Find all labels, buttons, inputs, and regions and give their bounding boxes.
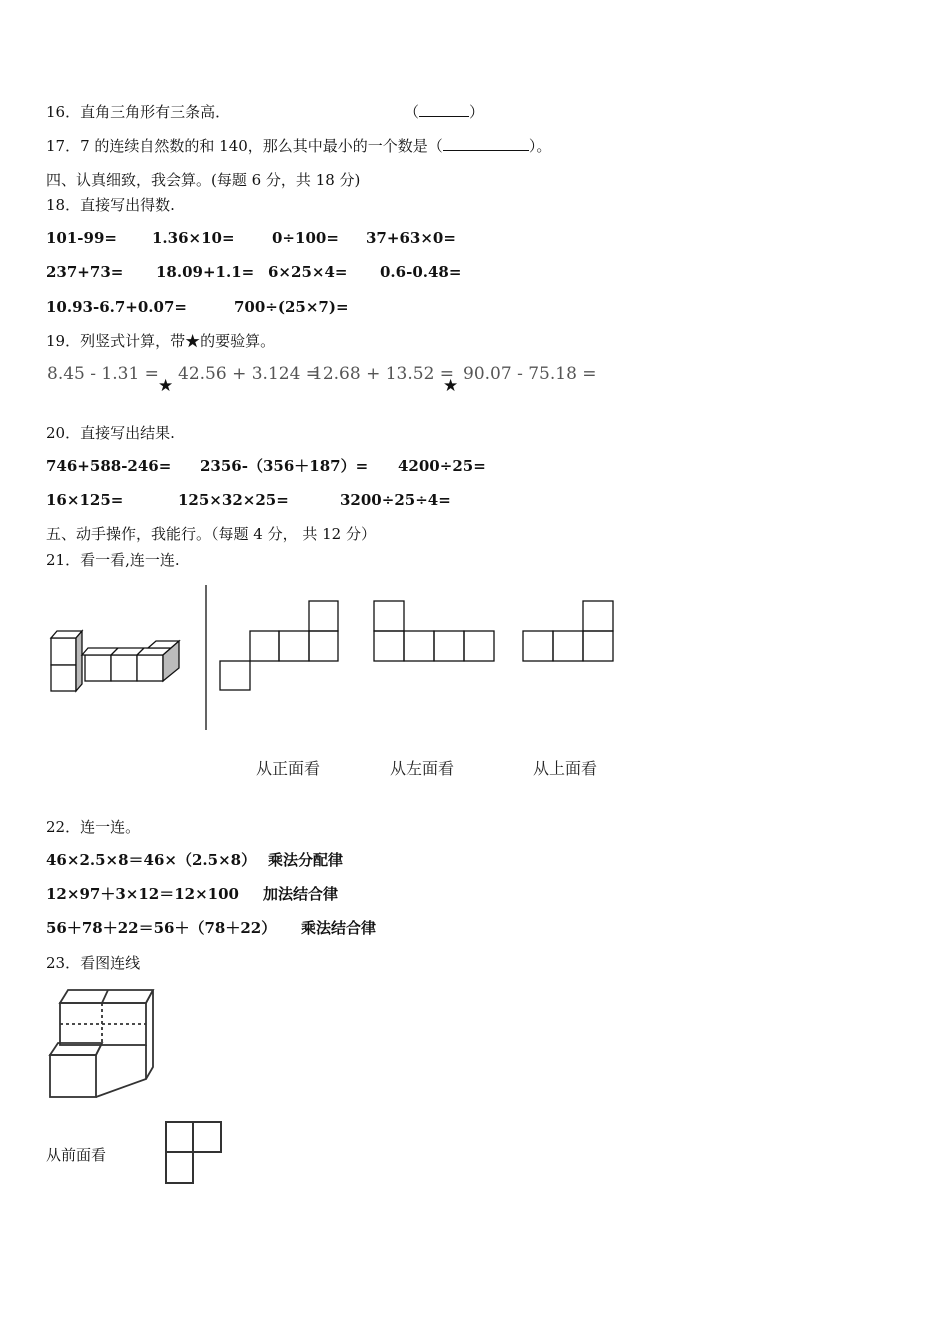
q23-title: 23．看图连线: [46, 954, 141, 972]
q19-item: 90.07 - 75.18 =: [463, 364, 597, 384]
section5-title: 五、动手操作，我能行。（每题 4 分， 共 12 分）: [46, 525, 376, 543]
q22-equation: 56＋78＋22＝56＋（78＋22）: [46, 919, 277, 937]
q22-equation: 12×97＋3×12＝12×100: [46, 885, 239, 903]
q16-paren-close: ）: [469, 103, 485, 121]
q17-blank[interactable]: [443, 136, 529, 151]
q17-text: 17．7 的连续自然数的和 140，那么其中最小的一个数是（: [46, 137, 443, 155]
q22-law: 加法结合律: [263, 885, 339, 903]
view-figure-2: [372, 598, 497, 663]
cube-figure: [48, 628, 188, 698]
q18-item: 6×25×4=: [268, 263, 348, 281]
q19-item: 8.45 - 1.31 =: [47, 364, 159, 384]
q18-item: 10.93-6.7+0.07=: [46, 298, 187, 316]
q18-item: 237+73=: [46, 263, 124, 281]
q22-law: 乘法分配律: [268, 851, 344, 869]
q16-paren-open: （: [404, 103, 420, 121]
q18-item: 700÷(25×7)=: [234, 298, 349, 316]
q16-text: 16．直角三角形有三条高．: [46, 103, 231, 121]
view-label-front: 从正面看: [256, 759, 321, 778]
q16-blank[interactable]: [419, 102, 469, 117]
section4-title: 四、认真细致，我会算。(每题 6 分，共 18 分): [46, 171, 361, 189]
q23-cube-figure: [46, 987, 156, 1102]
q20-title: 20．直接写出结果.: [46, 424, 175, 442]
q21-title: 21．看一看,连一连.: [46, 551, 180, 569]
q22-equation: 46×2.5×8＝46×（2.5×8）: [46, 851, 257, 869]
q23-front-view: [163, 1120, 225, 1186]
q22-title: 22．连一连。: [46, 818, 141, 836]
view-figure-1: [218, 598, 343, 693]
q18-item: 37+63×0=: [366, 229, 456, 247]
q23-label: 从前面看: [46, 1146, 107, 1164]
q20-item: 16×125=: [46, 491, 124, 509]
view-label-top: 从上面看: [533, 759, 598, 778]
q20-item: 4200÷25=: [398, 457, 486, 475]
q18-item: 0.6-0.48=: [380, 263, 462, 281]
q20-item: 746+588-246=: [46, 457, 172, 475]
q18-item: 0÷100=: [272, 229, 339, 247]
q19-item: 12.68 + 13.52 =: [312, 364, 455, 384]
q19-star-icon: ★: [158, 376, 174, 396]
q19-item: 42.56 + 3.124 =: [178, 364, 321, 384]
q18-item: 18.09+1.1=: [156, 263, 255, 281]
q17-tail: ）。: [528, 137, 552, 155]
q20-item: 125×32×25=: [178, 491, 289, 509]
view-figure-3: [521, 598, 616, 663]
divider: [204, 585, 208, 730]
q22-law: 乘法结合律: [301, 919, 377, 937]
q20-item: 3200÷25÷4=: [340, 491, 451, 509]
q18-item: 1.36×10=: [152, 229, 235, 247]
q18-item: 101-99=: [46, 229, 117, 247]
q17-line: [46, 136, 551, 156]
q16-answer[interactable]: [404, 102, 484, 122]
q19-star-icon: ★: [443, 376, 459, 396]
q18-title: 18．直接写出得数.: [46, 196, 175, 214]
q20-item: 2356-（356＋187）=: [200, 457, 369, 475]
view-label-left: 从左面看: [390, 759, 455, 778]
q19-title: 19．列竖式计算，带★的要验算。: [46, 332, 276, 350]
